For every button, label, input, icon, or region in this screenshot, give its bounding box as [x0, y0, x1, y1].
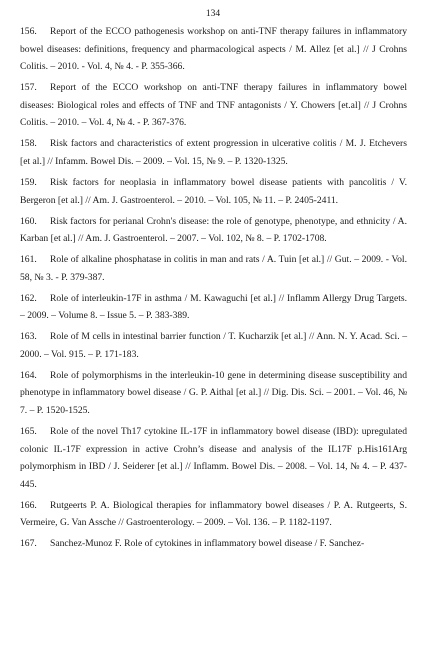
- reference-number: 165.: [20, 425, 37, 437]
- reference-text: Role of the novel Th17 cytokine IL-17F in inflammatory bowel disease (IBD): upregulated colonic IL-17F expression in active Crohn’s disease and analysis of the IL17F p.His161Arg polymorphism in IBD / J. Seiderer [et al.] // Inflamm. Bowel Dis. – 2008. – Vol. 14, № 4. – P. 437-445.: [20, 425, 407, 490]
- reference-number: 163.: [20, 331, 37, 343]
- reference-number: 164.: [20, 369, 37, 381]
- reference-text: Report of the ECCO workshop on anti-TNF therapy failures in inflammatory bowel diseases: Biological roles and effects of TNF and TNF antagonists / Y. Chowers [et.al] // J Crohns Colitis. – 2010. – Vol. 4, № 4. - P. 367-376.: [20, 82, 407, 129]
- reference-item: [20, 174, 407, 209]
- reference-number: 166.: [20, 499, 37, 511]
- reference-text: Risk factors and characteristics of extent progression in ulcerative colitis / M. J. Etchevers [et al.] // Infamm. Bowel Dis. – 2009. – Vol. 15, № 9. – P. 1320-1325.: [20, 138, 407, 167]
- reference-item: [20, 213, 407, 248]
- reference-number: 156.: [20, 26, 37, 37]
- reference-number: 167.: [20, 538, 37, 550]
- reference-item: [20, 79, 407, 132]
- reference-item: [20, 251, 407, 286]
- reference-text: Risk factors for perianal Crohn's disease: the role of genotype, phenotype, and ethnicity / A. Karban [et al.] // Am. J. Gastroenterol. – 2007. – Vol. 102, № 8. – P. 1702-1708.: [20, 215, 407, 245]
- reference-number: 162.: [20, 292, 37, 304]
- reference-item: [20, 367, 407, 420]
- reference-number: 160.: [20, 215, 37, 227]
- page-number: 134: [205, 9, 221, 19]
- reference-text: Role of M cells in intestinal barrier function / T. Kucharzik [et al.] // Ann. N. Y. Acad. Sci. – 2000. – Vol. 915. – P. 171-183.: [20, 331, 407, 360]
- reference-item: [20, 135, 407, 170]
- reference-text: Rutgeerts P. A. Biological therapies for inflammatory bowel diseases / P. A. Rutgeerts, S. Vermeire, G. Van Assche // Gastroenterology. – 2009. – Vol. 136. – P. 1182-1197.: [20, 499, 407, 529]
- reference-item: [20, 328, 407, 363]
- reference-item: [20, 535, 407, 553]
- reference-text: Risk factors for neoplasia in inflammatory bowel disease patients with pancolitis / V. Bergeron [et al.] // Am. J. Gastroenterol. – 2010. – Vol. 105, № 11. – P. 2405-2411.: [20, 176, 407, 206]
- reference-item: [20, 497, 407, 532]
- reference-number: 161.: [20, 254, 37, 266]
- reference-text: Role of polymorphisms in the interleukin-10 gene in determining disease susceptibility and phenotype in inflammatory bowel disease / G. P. Aithal [et al.] // Dig. Dis. Sci. – 2001. – Vol. 46, № 7. – P. 1520-1525.: [20, 369, 407, 416]
- reference-text: Report of the ECCO pathogenesis workshop on anti-TNF therapy failures in inflammatory bowel diseases: definitions, frequency and pharmacological aspects / M. Allez [et al.] // J Crohns Colitis. – 2010. - Vol. 4, № 4. - P. 355-366.: [20, 26, 407, 73]
- reference-item: [20, 23, 407, 76]
- reference-list: [20, 23, 407, 556]
- reference-number: 158.: [20, 138, 37, 150]
- reference-item: [20, 423, 407, 493]
- reference-text: Role of alkaline phosphatase in colitis in man and rats / A. Tuin [et al.] // Gut. – 2009. - Vol. 58, № 3. - P. 379-387.: [20, 254, 407, 283]
- reference-number: 159.: [20, 176, 37, 188]
- reference-number: 157.: [20, 82, 37, 94]
- reference-text: Sanchez-Munoz F. Role of cytokines in inflammatory bowel disease / F. Sanchez-: [50, 538, 365, 550]
- reference-text: Role of interleukin-17F in asthma / M. Kawaguchi [et al.] // Inflamm Allergy Drug Targets. – 2009. – Volume 8. – Issue 5. – P. 383-389.: [20, 292, 407, 322]
- reference-item: [20, 290, 407, 325]
